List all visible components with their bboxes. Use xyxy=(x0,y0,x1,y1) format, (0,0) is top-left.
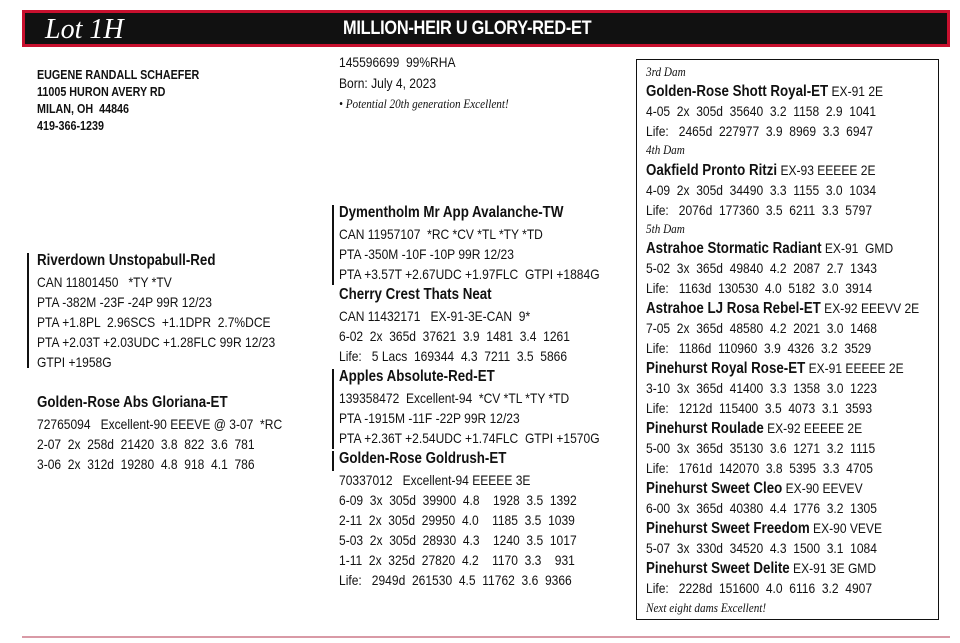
sire-line: PTA +1.8PL 2.96SCS +1.1DPR 2.7%DCE xyxy=(37,314,271,330)
box-dam-line: Life: 1761d 142070 3.8 5395 3.3 4705 xyxy=(646,460,873,476)
box-dam-line: 3-10 3x 365d 41400 3.3 1358 3.0 1223 xyxy=(646,380,877,396)
dam-name: Golden-Rose Abs Gloriana-ET xyxy=(37,394,228,411)
box-dam-line: Life: 2465d 227977 3.9 8969 3.3 6947 xyxy=(646,123,873,139)
mggs-bracket xyxy=(332,369,334,449)
box-dam-entry xyxy=(646,238,893,259)
box-dam-class: EX-91 GMD xyxy=(821,240,894,256)
granddam-line: Life: 2949d 261530 4.5 11762 3.6 9366 xyxy=(339,572,572,588)
box-footer: Next eight dams Excellent! xyxy=(646,600,767,615)
box-dam-class: EX-90 EEVEV xyxy=(782,480,863,496)
box-dam-class: EX-91 EEEEE 2E xyxy=(805,360,904,376)
box-dam-entry xyxy=(646,358,904,379)
box-dam-name: Astrahoe LJ Rosa Rebel-ET xyxy=(646,300,821,317)
box-dam-class: EX-92 EEEEE 2E xyxy=(763,420,863,436)
box-dam-name: Pinehurst Sweet Cleo xyxy=(646,480,783,497)
box-dam-class: EX-92 EEEVV 2E xyxy=(820,300,920,316)
sire-line: CAN 11801450 *TY *TV xyxy=(37,274,172,290)
box-dam-class: EX-93 EEEEE 2E xyxy=(777,162,876,178)
box-dam-line: 6-00 3x 365d 40380 4.4 1776 3.2 1305 xyxy=(646,500,877,516)
box-dam-line: 7-05 2x 365d 48580 4.2 2021 3.0 1468 xyxy=(646,320,877,336)
box-dam-entry xyxy=(646,81,883,102)
box-dam-name: Pinehurst Sweet Freedom xyxy=(646,520,810,537)
box-dam-name: Pinehurst Sweet Delite xyxy=(646,560,790,577)
granddam-line: 5-03 2x 305d 28930 4.3 1240 3.5 1017 xyxy=(339,532,577,548)
dam-line: 72765094 Excellent-90 EEEVE @ 3-07 *RC xyxy=(37,416,283,432)
lot-header xyxy=(22,10,950,47)
bottom-divider xyxy=(22,636,950,638)
box-dam-name: Pinehurst Roulade xyxy=(646,420,764,437)
box-dam-name: Golden-Rose Shott Royal-ET xyxy=(646,83,829,100)
mggs-line: PTA -1915M -11F -22P 99R 12/23 xyxy=(339,410,520,426)
animal-title: MILLION-HEIR U GLORY-RED-ET xyxy=(343,18,592,39)
granddam-bracket xyxy=(332,451,334,471)
granddam-line: 6-09 3x 305d 39900 4.8 1928 3.5 1392 xyxy=(339,492,577,508)
owner-street: 11005 HURON AVERY RD xyxy=(37,85,166,99)
mgs-line: PTA +3.57T +2.67UDC +1.97FLC GTPI +1884G xyxy=(339,266,600,282)
owner-city: MILAN, OH 44846 xyxy=(37,102,130,116)
owner-name: EUGENE RANDALL SCHAEFER xyxy=(37,68,200,82)
dam-line: 3-06 2x 312d 19280 4.8 918 4.1 786 xyxy=(37,456,255,472)
sire-name: Riverdown Unstopabull-Red xyxy=(37,252,216,269)
granddam-name: Golden-Rose Goldrush-ET xyxy=(339,450,507,467)
box-dam-name: Astrahoe Stormatic Radiant xyxy=(646,240,822,257)
box-dam-entry xyxy=(646,478,863,499)
sire-bracket xyxy=(27,253,29,368)
mggs-line: 139358472 Excellent-94 *CV *TL *TY *TD xyxy=(339,390,570,406)
sire-line: PTA +2.03T +2.03UDC +1.28FLC 99R 12/23 xyxy=(37,334,276,350)
box-dam-line: Life: 2228d 151600 4.0 6116 3.2 4907 xyxy=(646,580,873,596)
box-dam-class: EX-90 VEVE xyxy=(809,520,882,536)
mgs-bracket xyxy=(332,205,334,285)
sire-dam-name: Cherry Crest Thats Neat xyxy=(339,286,492,303)
box-dam-line: Life: 1163d 130530 4.0 5182 3.0 3914 xyxy=(646,280,873,296)
box-dam-class: EX-91 3E GMD xyxy=(789,560,877,576)
dam-label: 3rd Dam xyxy=(646,64,686,79)
sire-dam-line: 6-02 2x 365d 37621 3.9 1481 3.4 1261 xyxy=(339,328,570,344)
subject-born: Born: July 4, 2023 xyxy=(339,75,437,91)
granddam-line: 2-11 2x 305d 29950 4.0 1185 3.5 1039 xyxy=(339,512,575,528)
sire-dam-line: Life: 5 Lacs 169344 4.3 7211 3.5 5866 xyxy=(339,348,568,364)
subject-note: • Potential 20th generation Excellent! xyxy=(339,96,509,111)
box-dam-line: 4-09 2x 305d 34490 3.3 1155 3.0 1034 xyxy=(646,182,877,198)
owner-phone: 419-366-1239 xyxy=(37,119,104,133)
box-dam-entry xyxy=(646,558,876,579)
dam-label: 5th Dam xyxy=(646,221,685,236)
box-dam-line: 5-07 3x 330d 34520 4.3 1500 3.1 1084 xyxy=(646,540,877,556)
box-dam-class: EX-91 2E xyxy=(828,83,884,99)
box-dam-name: Pinehurst Royal Rose-ET xyxy=(646,360,806,377)
mgs-name: Dymentholm Mr App Avalanche-TW xyxy=(339,204,564,221)
box-dam-name: Oakfield Pronto Ritzi xyxy=(646,162,778,179)
box-dam-line: Life: 1186d 110960 3.9 4326 3.2 3529 xyxy=(646,340,872,356)
dam-line: 2-07 2x 258d 21420 3.8 822 3.6 781 xyxy=(37,436,255,452)
box-dam-line: 5-00 3x 365d 35130 3.6 1271 3.2 1115 xyxy=(646,440,876,456)
box-dam-line: Life: 2076d 177360 3.5 6211 3.3 5797 xyxy=(646,202,873,218)
mggs-line: PTA +2.36T +2.54UDC +1.74FLC GTPI +1570G xyxy=(339,430,600,446)
granddam-line: 1-11 2x 325d 27820 4.2 1170 3.3 931 xyxy=(339,552,575,568)
granddam-line: 70337012 Excellent-94 EEEEE 3E xyxy=(339,472,531,488)
lot-number: Lot 1H xyxy=(45,14,124,45)
dam-label: 4th Dam xyxy=(646,142,685,157)
box-dam-entry xyxy=(646,160,875,181)
mgs-line: CAN 11957107 *RC *CV *TL *TY *TD xyxy=(339,226,543,242)
sire-line: PTA -382M -23F -24P 99R 12/23 xyxy=(37,294,212,310)
mgs-line: PTA -350M -10F -10P 99R 12/23 xyxy=(339,246,514,262)
box-dam-line: 5-02 3x 365d 49840 4.2 2087 2.7 1343 xyxy=(646,260,877,276)
box-dam-entry xyxy=(646,518,882,539)
mggs-name: Apples Absolute-Red-ET xyxy=(339,368,495,385)
sire-dam-line: CAN 11432171 EX-91-3E-CAN 9* xyxy=(339,308,531,324)
subject-reg: 145596699 99%RHA xyxy=(339,54,456,70)
box-dam-line: Life: 1212d 115400 3.5 4073 3.1 3593 xyxy=(646,400,873,416)
box-dam-entry xyxy=(646,418,862,439)
sire-line: GTPI +1958G xyxy=(37,354,112,370)
box-dam-line: 4-05 2x 305d 35640 3.2 1158 2.9 1041 xyxy=(646,103,877,119)
box-dam-entry xyxy=(646,298,919,319)
